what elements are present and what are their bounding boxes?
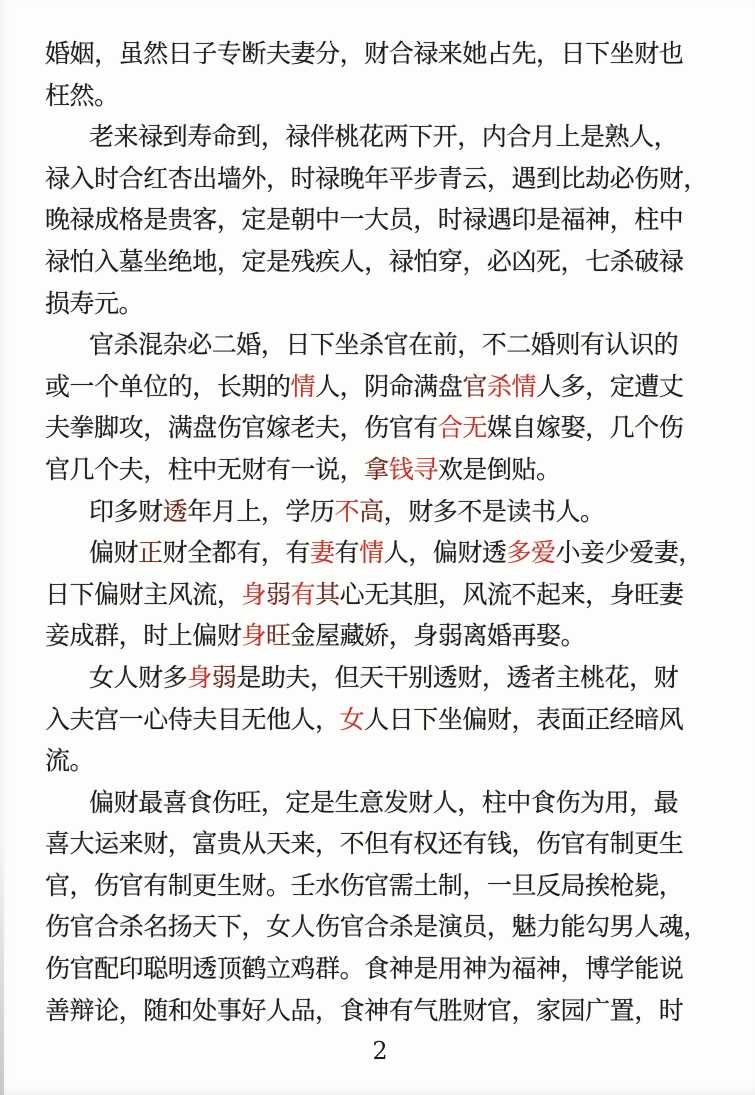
text-line [45, 283, 715, 325]
text-segment: 伤官配印聪明透顶鹤立鸡群。食神是用神为福神，博学能说 [45, 954, 684, 984]
red-annotated-text: 钱寻 [388, 454, 438, 484]
text-segment: 入夫宫一心侍夫目无他人， [45, 704, 340, 734]
text-segment: 禄入时合红杏出墙外，时禄晚年平步青云，遇到比劫必伤财， [45, 163, 708, 193]
red-annotated-text: 合无 [437, 413, 487, 443]
text-segment: 偏财 [89, 538, 139, 568]
text-segment: 枉然。 [45, 80, 119, 110]
text-segment: 财全都有，有 [162, 538, 310, 568]
red-annotated-text: 透 [162, 496, 188, 526]
red-annotated-text: 官 [462, 371, 487, 401]
red-annotated-text: 身 [241, 621, 266, 651]
text-segment: 损寿元。 [45, 288, 144, 318]
text-segment: 女人财多 [89, 662, 188, 692]
red-annotated-text: 正 [138, 538, 163, 568]
text-segment: 年月上，学历 [187, 496, 335, 526]
text-line [45, 33, 715, 75]
text-segment: 夫拳脚攻，满盘伤官嫁老夫，伤官有 [45, 413, 438, 443]
text-segment: 晚禄成格是贵客，定是朝中一大员，时禄遇印是福神，柱中 [45, 205, 684, 235]
text-line [45, 366, 715, 408]
red-annotated-text: 高 [359, 496, 384, 526]
text-segment: 官杀混杂必二婚，日下坐杀官在前，不二婚则有认识的 [89, 330, 679, 360]
text-line [45, 865, 715, 907]
text-segment: 偏财最喜食伤旺，定是生意发财人，柱中食伤为用，最 [89, 787, 679, 817]
text-line [45, 990, 715, 1032]
red-annotated-text: 不 [334, 496, 360, 526]
text-segment: 人多，定遭丈 [536, 371, 684, 401]
text-line [45, 532, 715, 574]
text-segment: 心无其胆，风流不起来，身旺妻 [339, 579, 684, 609]
text-line [45, 948, 715, 990]
red-annotated-text: 拿 [364, 454, 389, 484]
text-segment: 是助夫，但天干别透财，透者主桃花，财 [236, 662, 679, 692]
text-segment: 官，伤官有制更生财。壬水伤官需土制，一旦反局挨枪毙， [45, 870, 684, 900]
text-segment: 禄怕入墓坐绝地，定是残疾人，禄怕穿，必凶死，七杀破禄 [45, 246, 684, 276]
text-line [45, 657, 715, 699]
text-segment: 日下偏财主风流， [45, 579, 242, 609]
text-line [45, 699, 715, 741]
text-line [45, 158, 715, 200]
red-annotated-text: 有 [290, 579, 316, 609]
text-line [45, 740, 715, 782]
text-segment: 印多财 [89, 496, 163, 526]
red-annotated-text: 其 [315, 579, 340, 609]
text-line [45, 823, 715, 865]
text-segment: 喜大运来财，富贵从天来，不但有权还有钱，伤官有制更生 [45, 829, 684, 859]
text-segment: 官几个夫，柱中无财有一说， [45, 454, 365, 484]
text-segment: 金屋藏娇，身弱离婚再娶。 [290, 621, 586, 651]
red-annotated-text: 情 [290, 371, 316, 401]
text-line [45, 241, 715, 283]
text-line [45, 491, 715, 533]
text-segment: 人，阴命满盘 [315, 371, 463, 401]
text-line [45, 449, 715, 491]
text-segment: 欢是倒贴。 [437, 454, 561, 484]
text-segment: 人日下坐偏财，表面正经暗风 [364, 704, 684, 734]
text-line [45, 75, 715, 117]
page-number: 2 [372, 1037, 388, 1066]
red-annotated-text: 杀情 [486, 371, 537, 401]
text-segment: 善辩论，随和处事好人品，食神有气胜财官，家园广置，时 [45, 995, 684, 1025]
text-line [45, 615, 715, 657]
red-annotated-text: 身 [241, 579, 266, 609]
scan-edge-artifact [0, 835, 4, 1095]
red-annotated-text: 身 [187, 662, 212, 692]
text-segment: 有 [334, 538, 360, 568]
red-annotated-text: 情 [359, 538, 384, 568]
red-annotated-text: 妻 [309, 538, 335, 568]
text-segment: 老来禄到寿命到，禄伴桃花两下开，内合月上是熟人， [89, 122, 679, 152]
text-segment: 妾成群，时上偏财 [45, 621, 242, 651]
text-line [45, 116, 715, 158]
text-line [45, 906, 715, 948]
red-annotated-text: 弱 [211, 662, 237, 692]
red-annotated-text: 弱 [265, 579, 291, 609]
text-line [45, 324, 715, 366]
text-line [45, 199, 715, 241]
text-segment: 小妾少爱妻， [555, 538, 703, 568]
text-segment: 人，偏财透 [383, 538, 507, 568]
body-text [45, 33, 715, 1031]
red-annotated-text: 女 [339, 704, 365, 734]
text-line [45, 574, 715, 616]
text-segment: 伤官合杀名扬天下，女人伤官合杀是演员，魅力能勾男人魂， [45, 912, 708, 942]
text-segment: ，财多不是读书人。 [383, 496, 605, 526]
text-line [45, 782, 715, 824]
text-segment: 婚姻，虽然日子专断夫妻分，财合禄来她占先，日下坐财也 [45, 39, 684, 68]
text-segment: 或一个单位的，长期的 [45, 371, 291, 401]
text-line [45, 407, 715, 449]
red-annotated-text: 旺 [265, 621, 291, 651]
red-annotated-text: 多爱 [506, 538, 556, 568]
text-segment: 媒自嫁娶，几个伤 [486, 413, 684, 443]
text-segment: 流。 [45, 746, 95, 776]
